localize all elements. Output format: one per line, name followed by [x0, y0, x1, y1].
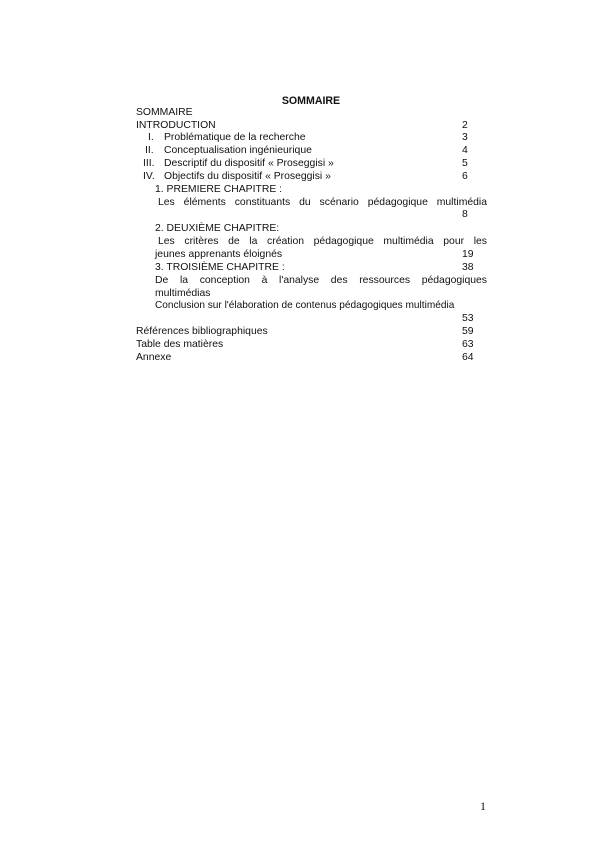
toc-chapter-2: 2. DEUXIÈME CHAPITRE:	[155, 223, 280, 234]
toc-chapter-2-description-continued: jeunes apprenants éloignés	[155, 249, 283, 260]
toc-item-ii-number: II.	[145, 145, 154, 156]
toc-chapter-3: 3. TROISIÈME CHAPITRE :	[155, 262, 285, 273]
toc-chapter-1-description: Les éléments constituants du scénario pédagogique multimédia	[158, 197, 487, 208]
toc-item-ii: Conceptualisation ingénieurique	[164, 145, 312, 156]
toc-sommaire: SOMMAIRE	[136, 107, 193, 118]
toc-item-iv-number: IV.	[143, 171, 155, 182]
toc-item-i-page: 3	[462, 132, 468, 143]
toc-chapter-1: 1. PREMIERE CHAPITRE :	[155, 184, 283, 195]
toc-item-iv: Objectifs du dispositif « Proseggisi »	[164, 171, 331, 182]
toc-conclusion: Conclusion sur l'élaboration de contenus pédagogiques multimédia	[155, 300, 455, 311]
toc-introduction: INTRODUCTION	[136, 120, 216, 131]
toc-table-of-contents: Table des matières	[136, 339, 224, 350]
toc-item-ii-page: 4	[462, 145, 468, 156]
toc-introduction-page: 2	[462, 120, 468, 131]
toc-chapter-3-description: De la conception à l'analyse des ressources pédagogiques	[155, 275, 487, 286]
toc-references-page: 59	[462, 326, 474, 337]
toc-appendix-page: 64	[462, 352, 474, 363]
toc-item-iii-number: III.	[143, 158, 155, 169]
toc-references: Références bibliographiques	[136, 326, 268, 337]
toc-item-iii: Descriptif du dispositif « Proseggisi »	[164, 158, 334, 169]
toc-chapter-2-description: Les critères de la création pédagogique multimédia pour les	[158, 236, 487, 247]
toc-item-iv-page: 6	[462, 171, 468, 182]
document-title: SOMMAIRE	[281, 95, 341, 107]
toc-chapter-3-description-continued: multimédias	[155, 288, 211, 299]
toc-chapter-1-page: 8	[462, 209, 468, 220]
toc-item-iii-page: 5	[462, 158, 468, 169]
toc-appendix: Annexe	[136, 352, 172, 363]
toc-table-page: 63	[462, 339, 474, 350]
toc-chapter-3-page: 38	[462, 262, 474, 273]
toc-item-i-number: I.	[148, 132, 154, 143]
page-number: 1	[480, 799, 486, 813]
toc-chapter-2-page: 19	[462, 249, 474, 260]
toc-item-i: Problématique de la recherche	[164, 132, 306, 143]
toc-conclusion-page: 53	[462, 313, 474, 324]
